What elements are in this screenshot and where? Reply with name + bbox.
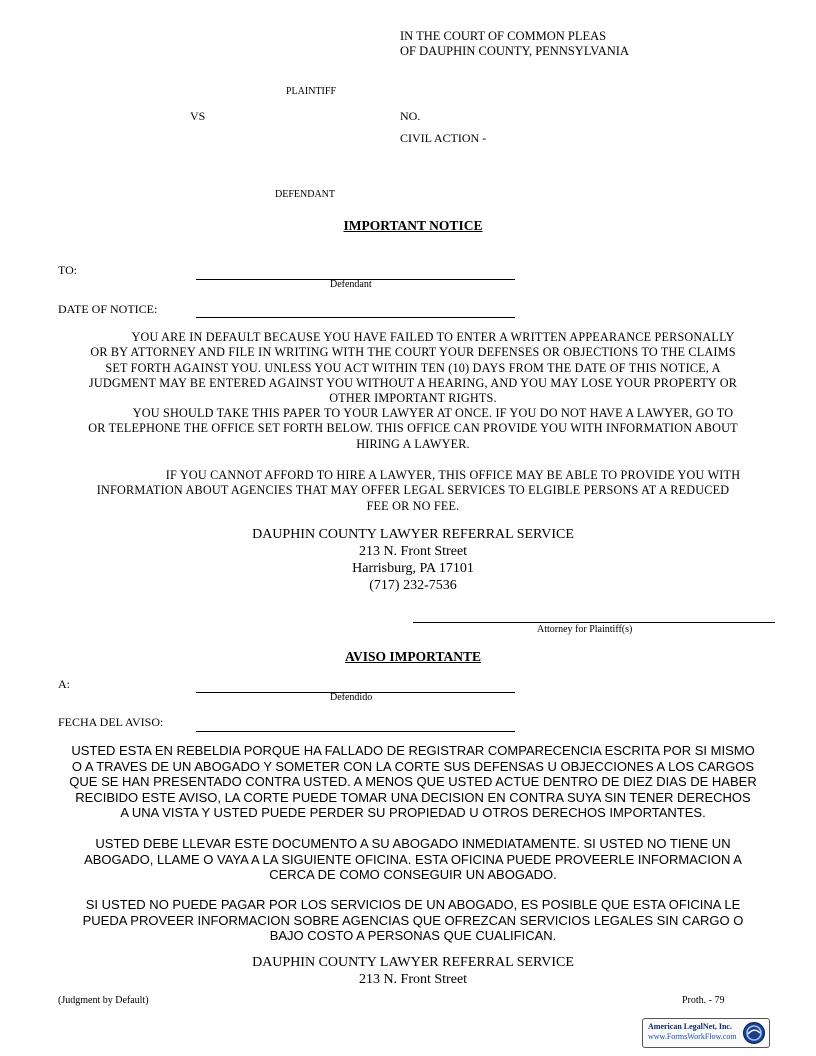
referral-street-spanish: 213 N. Front Street: [358, 972, 468, 987]
important-notice-title: IMPORTANT NOTICE: [343, 218, 483, 233]
referral-name: DAUPHIN COUNTY LAWYER REFERRAL SERVICE: [252, 527, 574, 542]
referral-service-block-spanish: [0, 954, 816, 988]
english-paragraph-2: YOU SHOULD TAKE THIS PAPER TO YOUR LAWYER AT ONCE. IF YOU DO NOT HAVE A LAWYER, GO TO OR TELEPHONE THE OFFICE SET FORTH BELOW. THIS OFFICE CAN PROVIDE YOU WITH INFORMATION ABOUT HIRING A LAWYER.: [88, 406, 738, 451]
legalnet-logo[interactable]: [642, 1018, 770, 1048]
date-of-notice-line[interactable]: [196, 317, 515, 318]
english-paragraph-3: IF YOU CANNOT AFFORD TO HIRE A LAWYER, THIS OFFICE MAY BE ABLE TO PROVIDE YOU WITH INFORMATION ABOUT AGENCIES THAT MAY OFFER LEGAL SERVICES TO ELGIBLE PERSONS AT A REDUCED FEE OR NO FEE.: [96, 468, 741, 513]
attorney-signature-line[interactable]: [413, 622, 775, 623]
spanish-paragraph-1: USTED ESTA EN REBELDIA PORQUE HA FALLADO DE REGISTRAR COMPARECENCIA ESCRITA POR SI MISMO O A TRAVES DE UN ABOGADO Y SOMETER CON LA CORTE SUS DEFENSAS U OBJECCIONES A LOS CARGOS QUE SE HAN PRESENTADO CONTRA USTED. A MENOS QUE USTED ACTUE DENTRO DE DIEZ DIAS DE HABER RECIBIDO ESTE AVISO, LA CORTE PUEDE TOMAR UNA DECISION EN CONTRA SUYA SIN TENER DERECHOS A UNA VISTA Y USTED PUEDE PERDER SU PROPIEDAD U OTROS DERECHOS IMPORTANTES.: [69, 743, 757, 820]
referral-name-spanish: DAUPHIN COUNTY LAWYER REFERRAL SERVICE: [252, 955, 574, 970]
defendido-caption: Defendido: [330, 692, 373, 703]
civil-action-label: CIVIL ACTION -: [400, 131, 487, 145]
fecha-del-aviso-label: FECHA DEL AVISO:: [58, 715, 164, 729]
spanish-paragraph-2: USTED DEBE LLEVAR ESTE DOCUMENTO A SU ABOGADO INMEDIATAMENTE. SI USTED NO TIENE UN ABOGADO, LLAME O VAYA A LA SIGUIENTE OFICINA. ESTA OFICINA PUEDE PROVEERLE INFORMACION A CERCA DE COMO CONSEGUIR UN ABOGADO.: [84, 836, 742, 882]
english-paragraph-1: YOU ARE IN DEFAULT BECAUSE YOU HAVE FAILED TO ENTER A WRITTEN APPEARANCE PERSONALLY OR BY ATTORNEY AND FILE IN WRITING WITH THE COURT YOUR DEFENSES OR OBJECTIONS TO THE CLAIMS SET FORTH AGAINST YOU. UNLESS YOU ACT WITHIN TEN (10) DAYS FROM THE DATE OF THIS NOTICE, A JUDGMENT MAY BE ENTERED AGAINST YOU WITHOUT A HEARING, AND YOU MAY LOSE YOUR PROPERTY OR OTHER IMPORTANT RIGHTS.: [88, 330, 738, 406]
defendant-caption: Defendant: [330, 279, 372, 290]
a-label: A:: [58, 677, 70, 691]
aviso-importante-title: AVISO IMPORTANTE: [345, 649, 481, 664]
case-number-label: NO.: [400, 109, 421, 123]
court-county: OF DAUPHIN COUNTY, PENNSYLVANIA: [400, 44, 629, 58]
court-header: [400, 29, 629, 59]
referral-service-block: [0, 526, 816, 594]
globe-icon: [742, 1021, 766, 1045]
to-label: TO:: [58, 263, 78, 277]
referral-street: 213 N. Front Street: [358, 544, 468, 559]
referral-phone: (717) 232-7536: [369, 578, 457, 593]
date-of-notice-label: DATE OF NOTICE:: [58, 302, 158, 316]
vs-label: VS: [190, 109, 206, 123]
referral-city: Harrisburg, PA 17101: [352, 561, 474, 576]
fecha-del-aviso-line[interactable]: [196, 731, 515, 732]
form-footer-left: (Judgment by Default): [58, 995, 149, 1006]
court-name: IN THE COURT OF COMMON PLEAS: [400, 29, 607, 43]
attorney-caption: Attorney for Plaintiff(s): [537, 624, 633, 635]
plaintiff-label: PLAINTIFF: [286, 86, 337, 97]
defendant-label: DEFENDANT: [275, 189, 335, 200]
form-number: Proth. - 79: [682, 995, 725, 1006]
logo-url: www.FormsWorkFlow.com: [648, 1032, 737, 1041]
spanish-paragraph-3: SI USTED NO PUEDE PAGAR POR LOS SERVICIOS DE UN ABOGADO, ES POSIBLE QUE ESTA OFICINA LE PUEDA PROVEER INFORMACION SOBRE AGENCIAS QUE OFREZCAN SERVICIOS LEGALES SIN CARGO O BAJO COSTO A PERSONAS QUE CUALIFICAN.: [82, 897, 744, 943]
logo-company: American LegalNet, Inc.: [648, 1022, 732, 1031]
